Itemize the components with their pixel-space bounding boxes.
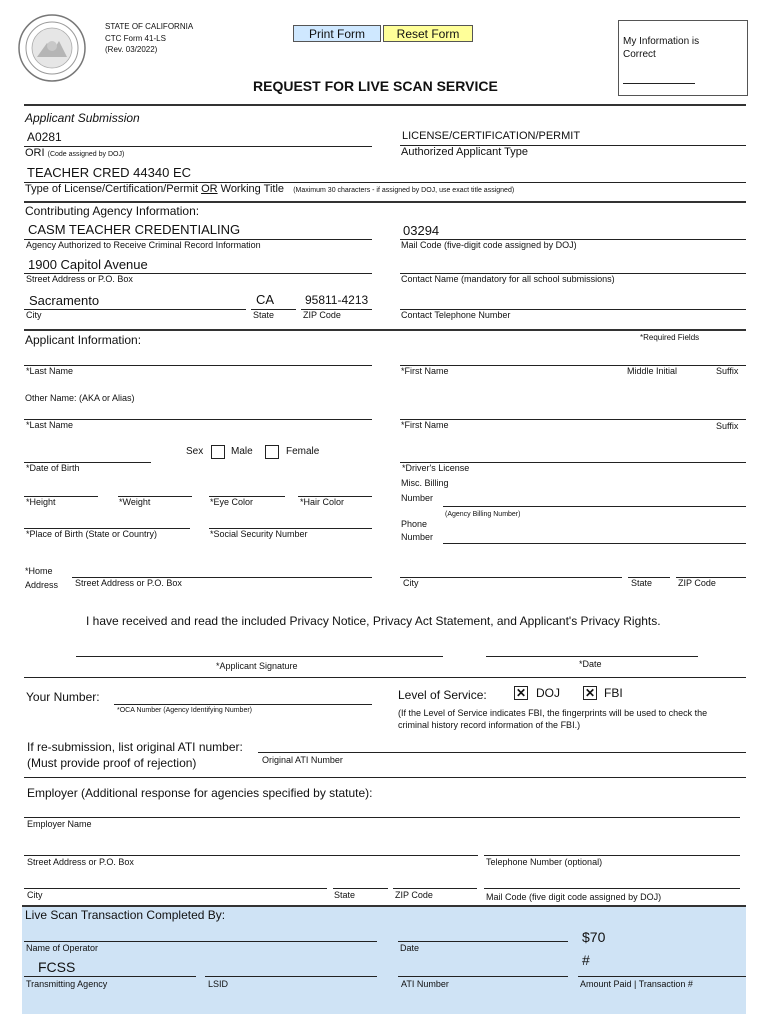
state-label-field: State (253, 310, 275, 320)
operator-name-label: Name of Operator (26, 943, 99, 953)
doj-checkbox[interactable]: ✕ (515, 686, 527, 700)
live-scan-date-label: Date (400, 943, 420, 953)
home-street-label: Street Address or P.O. Box (75, 578, 182, 588)
employer-phone-label: Telephone Number (optional) (486, 857, 603, 867)
agency-billing-label: (Agency Billing Number) (445, 511, 521, 518)
zip-value[interactable]: 95811-4213 (305, 293, 369, 307)
employer-street-label: Street Address or P.O. Box (27, 857, 134, 867)
amount-transaction-label: Amount Paid | Transaction # (580, 979, 693, 989)
ori-label: ORI (Code assigned by DOJ) (25, 147, 125, 159)
transmitting-agency-value[interactable]: FCSS (38, 959, 76, 975)
mail-code-value[interactable]: 03294 (403, 223, 440, 238)
ati-number-label: ATI Number (401, 979, 449, 989)
your-number-label: Your Number: (26, 690, 100, 704)
oca-label: *OCA Number (Agency Identifying Number) (117, 707, 252, 714)
applicant-info-heading: Applicant Information: (25, 333, 142, 347)
employer-mail-code-label: Mail Code (five digit code assigned by DOJ) (486, 892, 662, 902)
fbi-label: FBI (604, 686, 623, 700)
lsid-label: LSID (208, 979, 229, 989)
info-correct-text: My Information is Correct (623, 36, 700, 60)
doj-label: DOJ (536, 686, 560, 700)
amount-paid-value[interactable]: $70 (582, 929, 606, 945)
level-note-2: criminal history record information of the FBI.) (398, 720, 581, 730)
working-title-label: Type of License/Certification/Permit OR Working Title (Maximum 30 characters - if assigned by DOJ, use exact title assigned) (25, 183, 515, 195)
fbi-checkbox[interactable]: ✕ (584, 686, 596, 700)
state-seal-icon (17, 13, 87, 83)
ori-value[interactable]: A0281 (27, 130, 62, 144)
live-scan-heading: Live Scan Transaction Completed By: (25, 908, 226, 922)
weight-label: *Weight (119, 497, 151, 507)
ssn-label: *Social Security Number (210, 529, 308, 539)
contact-phone-label: Contact Telephone Number (401, 310, 511, 320)
suffix-label: Suffix (716, 366, 739, 376)
city-value[interactable]: Sacramento (29, 293, 100, 308)
other-suffix-label: Suffix (716, 421, 739, 431)
privacy-statement: I have received and read the included Privacy Notice, Privacy Act Statement, and Applicant's Privacy Rights. (86, 614, 661, 628)
employer-heading: Employer (Additional response for agencies specified by statute): (27, 786, 373, 800)
signature-label: *Applicant Signature (216, 661, 298, 671)
resubmission-note: (Must provide proof of rejection) (27, 756, 197, 770)
male-checkbox[interactable] (211, 445, 225, 459)
mail-code-label: Mail Code (five-digit code assigned by DOJ) (401, 240, 577, 250)
street-label: Street Address or P.O. Box (26, 274, 133, 284)
height-label: *Height (26, 497, 56, 507)
applicant-type-label: Authorized Applicant Type (401, 146, 528, 158)
sex-label: Sex (186, 446, 204, 457)
resubmission-label: If re-submission, list original ATI number: (27, 740, 243, 754)
employer-state-label: State (334, 890, 356, 900)
eye-color-label: *Eye Color (210, 497, 254, 507)
home-state-label: State (631, 578, 653, 588)
contact-name-label: Contact Name (mandatory for all school submissions) (401, 274, 615, 284)
drivers-license-label: *Driver's License (402, 463, 470, 473)
phone-number-label: Number (401, 532, 434, 542)
form-revision: (Rev. 03/2022) (105, 45, 158, 54)
applicant-type-value[interactable]: LICENSE/CERTIFICATION/PERMIT (402, 130, 581, 142)
street-value[interactable]: 1900 Capitol Avenue (28, 257, 148, 272)
female-label: Female (286, 446, 320, 457)
birthplace-label: *Place of Birth (State or Country) (26, 529, 158, 539)
city-label: City (26, 310, 42, 320)
middle-initial-label: Middle Initial (627, 366, 678, 376)
phone-label: Phone (401, 519, 428, 529)
signature-date-label: *Date (579, 659, 602, 669)
transaction-hash: # (582, 952, 590, 968)
dob-label: *Date of Birth (26, 463, 80, 473)
address-label: Address (25, 580, 59, 590)
level-of-service-label: Level of Service: (398, 688, 487, 702)
employer-city-label: City (27, 890, 43, 900)
agency-label: Agency Authorized to Receive Criminal Record Information (26, 240, 261, 250)
applicant-submission-heading: Applicant Submission (25, 111, 140, 125)
home-label: *Home (25, 566, 53, 576)
level-note-1: (If the Level of Service indicates FBI, the fingerprints will be used to check the (398, 708, 708, 718)
state-value[interactable]: CA (256, 292, 275, 307)
page-title: REQUEST FOR LIVE SCAN SERVICE (253, 78, 498, 94)
employer-name-label: Employer Name (27, 819, 92, 829)
male-label: Male (231, 446, 253, 457)
info-correct-box[interactable] (618, 20, 748, 96)
working-title-value[interactable]: TEACHER CRED 44340 EC (27, 165, 191, 180)
transmitting-agency-label: Transmitting Agency (26, 979, 108, 989)
hair-color-label: *Hair Color (300, 497, 345, 507)
misc-billing-number-label: Number (401, 493, 434, 503)
state-label: STATE OF CALIFORNIA (105, 22, 194, 31)
home-zip-label: ZIP Code (678, 578, 716, 588)
home-city-label: City (403, 578, 419, 588)
employer-zip-label: ZIP Code (395, 890, 433, 900)
reset-form-button[interactable]: Reset Form (383, 25, 473, 42)
other-name-label: Other Name: (AKA or Alias) (25, 393, 135, 403)
print-form-button[interactable]: Print Form (293, 25, 381, 42)
contributing-agency-heading: Contributing Agency Information: (25, 204, 200, 218)
required-fields-note: *Required Fields (640, 333, 700, 342)
misc-billing-label: Misc. Billing (401, 478, 449, 488)
female-checkbox[interactable] (265, 445, 279, 459)
first-name-label: *First Name (401, 366, 449, 376)
zip-label: ZIP Code (303, 310, 341, 320)
original-ati-label: Original ATI Number (262, 755, 343, 765)
other-first-name-label: *First Name (401, 420, 449, 430)
last-name-label: *Last Name (26, 366, 74, 376)
other-last-name-label: *Last Name (26, 420, 74, 430)
form-number: CTC Form 41-LS (105, 34, 166, 43)
agency-value[interactable]: CASM TEACHER CREDENTIALING (28, 222, 241, 237)
